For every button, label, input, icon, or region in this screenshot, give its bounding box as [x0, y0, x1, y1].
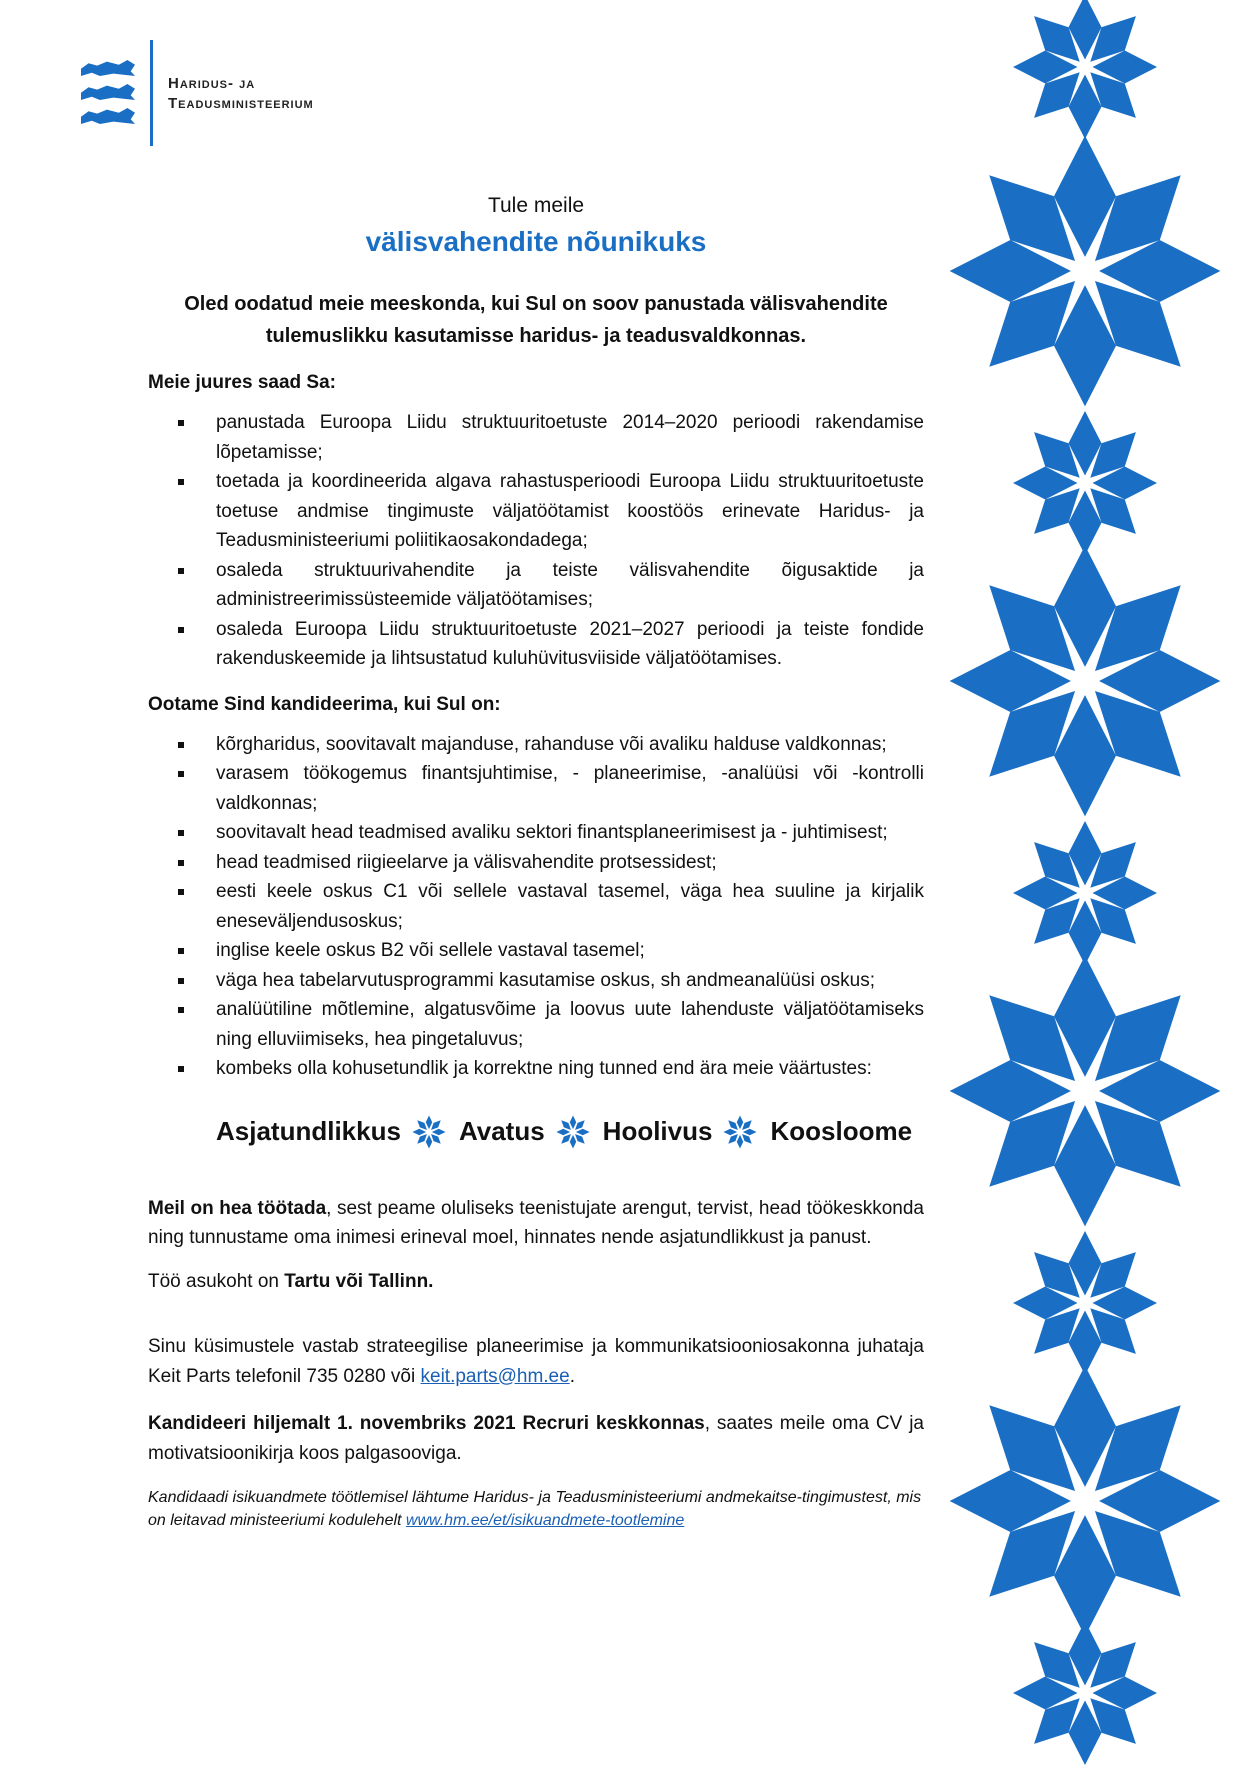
location-prefix: Töö asukoht on — [148, 1270, 285, 1292]
cornflower-star-icon — [411, 1114, 447, 1150]
value-hoolivus: Hoolivus — [602, 1116, 713, 1146]
work-rest: , sest peame oluliseks teenistujate arengut, tervist, head töökeskkonda ning tunnustame oma inimesi erineval moel, hinnates nende asjatundlikkust ja panust. — [148, 1197, 924, 1248]
privacy-text: Kandidaadi isikuandmete töötlemisel lähtume Haridus- ja Teadusministeeriumi andmekaitse-tingimustest, mis on leitavad ministeeriumi kodulehelt — [148, 1489, 922, 1529]
lead-line2: tulemuslikku kasutamisse haridus- ja teadusvaldkonnas. — [265, 325, 807, 347]
cornflower-star-icon — [1010, 0, 1160, 142]
list-item: inglise keele oskus B2 või sellele vastaval tasemel; — [148, 936, 924, 966]
offer-list — [148, 408, 924, 674]
cornflower-star-icon — [944, 1360, 1226, 1642]
job-title: välisvahendite nõunikuks — [365, 226, 707, 257]
cornflower-star-icon — [1010, 1228, 1160, 1378]
three-lions-coat-of-arms-icon — [78, 56, 138, 130]
list-item: kõrgharidus, soovitavalt majanduse, rahanduse või avaliku halduse valdkonnas; — [148, 730, 924, 760]
value-asjatundlikkus: Asjatundlikkus — [216, 1116, 401, 1146]
requirements-list — [148, 730, 924, 1084]
ministry-name — [168, 74, 314, 114]
cornflower-star-icon — [944, 950, 1226, 1232]
list-item: osaleda struktuurivahendite ja teiste välisvahendite õigusaktide ja administreerimissüsteemide väljatöötamises; — [148, 556, 924, 615]
contact-suffix: . — [569, 1365, 575, 1387]
location-paragraph — [148, 1267, 924, 1297]
logo-divider — [150, 40, 153, 146]
ministry-logo — [78, 40, 368, 148]
apply-bold: Kandideeri hiljemalt 1. novembriks 2021 Recruri keskkonnas — [148, 1413, 705, 1434]
list-item: toetada ja koordineerida algava rahastusperioodi Euroopa Liidu struktuuritoetuste toetuse andmise tingimuste väljatöötamist koostöös erinevate Haridus- ja Teadusministeeriumi poliitikaosakondadega; — [148, 467, 924, 556]
intro-text: Tule meile — [487, 194, 585, 217]
list-item: varasem töökogemus finantsjuhtimise, - planeerimise, -analüüsi või -kontrolli valdkonnas; — [148, 759, 924, 818]
lead-paragraph — [148, 288, 924, 352]
job-ad-content — [148, 192, 924, 1532]
lead-line1: Oled oodatud meie meeskonda, kui Sul on soov panustada välisvahendite — [184, 293, 888, 315]
list-item: analüütiline mõtlemine, algatusvõime ja loovus uute lahenduste väljatöötamiseks ning elluviimiseks, hea pingetaluvus; — [148, 995, 924, 1054]
contact-paragraph — [148, 1332, 924, 1391]
apply-rest: , saates meile oma CV ja motivatsioonikirja koos palgasooviga. — [148, 1413, 924, 1464]
list-item: eesti keele oskus C1 või sellele vastaval tasemel, väga hea suuline ja kirjalik eneseväljendusoskus; — [148, 877, 924, 936]
values-row — [216, 1112, 924, 1152]
work-paragraph — [148, 1194, 924, 1253]
decorative-star-column — [940, 0, 1240, 1754]
contact-text: Sinu küsimustele vastab strateegilise planeerimise ja kommunikatsiooniosakonna juhataja Keit Parts telefonil 735 0280 või — [148, 1336, 924, 1387]
ministry-name-line2: Teadusministeerium — [168, 95, 314, 112]
offer-heading: Meie juures saad Sa: — [148, 372, 336, 393]
list-item: osaleda Euroopa Liidu struktuuritoetuste 2021–2027 perioodi ja teiste fondide rakenduskeemide ja lihtsustatud kuluhüvitusviiside väljatöötamises. — [148, 615, 924, 674]
work-bold: Meil on hea töötada — [148, 1197, 327, 1219]
privacy-link[interactable]: www.hm.ee/et/isikuandmete-tootlemine — [405, 1512, 685, 1529]
list-item: panustada Euroopa Liidu struktuuritoetuste 2014–2020 perioodi rakendamise lõpetamisse; — [148, 408, 924, 467]
cornflower-star-icon — [1010, 818, 1160, 968]
cornflower-star-icon — [944, 130, 1226, 412]
contact-email-link[interactable]: keit.parts@hm.ee — [420, 1365, 570, 1387]
list-item: kombeks olla kohusetundlik ja korrektne ning tunned end ära meie väärtustes: — [148, 1054, 924, 1084]
cornflower-star-icon — [1010, 1618, 1160, 1768]
value-avatus: Avatus — [458, 1116, 545, 1146]
apply-paragraph — [148, 1409, 924, 1468]
requirements-heading: Ootame Sind kandideerima, kui Sul on: — [148, 693, 501, 715]
value-koosloome: Koosloome — [770, 1116, 913, 1146]
location-value: Tartu või Tallinn. — [284, 1270, 434, 1292]
cornflower-star-icon — [1010, 408, 1160, 558]
privacy-note — [148, 1486, 924, 1532]
ministry-name-line1: Haridus- ja — [168, 75, 256, 92]
list-item: soovitavalt head teadmised avaliku sektori finantsplaneerimisest ja - juhtimisest; — [148, 818, 924, 848]
cornflower-star-icon — [722, 1114, 758, 1150]
cornflower-star-icon — [555, 1114, 591, 1150]
list-item: väga hea tabelarvutusprogrammi kasutamise oskus, sh andmeanalüüsi oskus; — [148, 966, 924, 996]
cornflower-star-icon — [944, 540, 1226, 822]
list-item: head teadmised riigieelarve ja välisvahendite protsessidest; — [148, 848, 924, 878]
